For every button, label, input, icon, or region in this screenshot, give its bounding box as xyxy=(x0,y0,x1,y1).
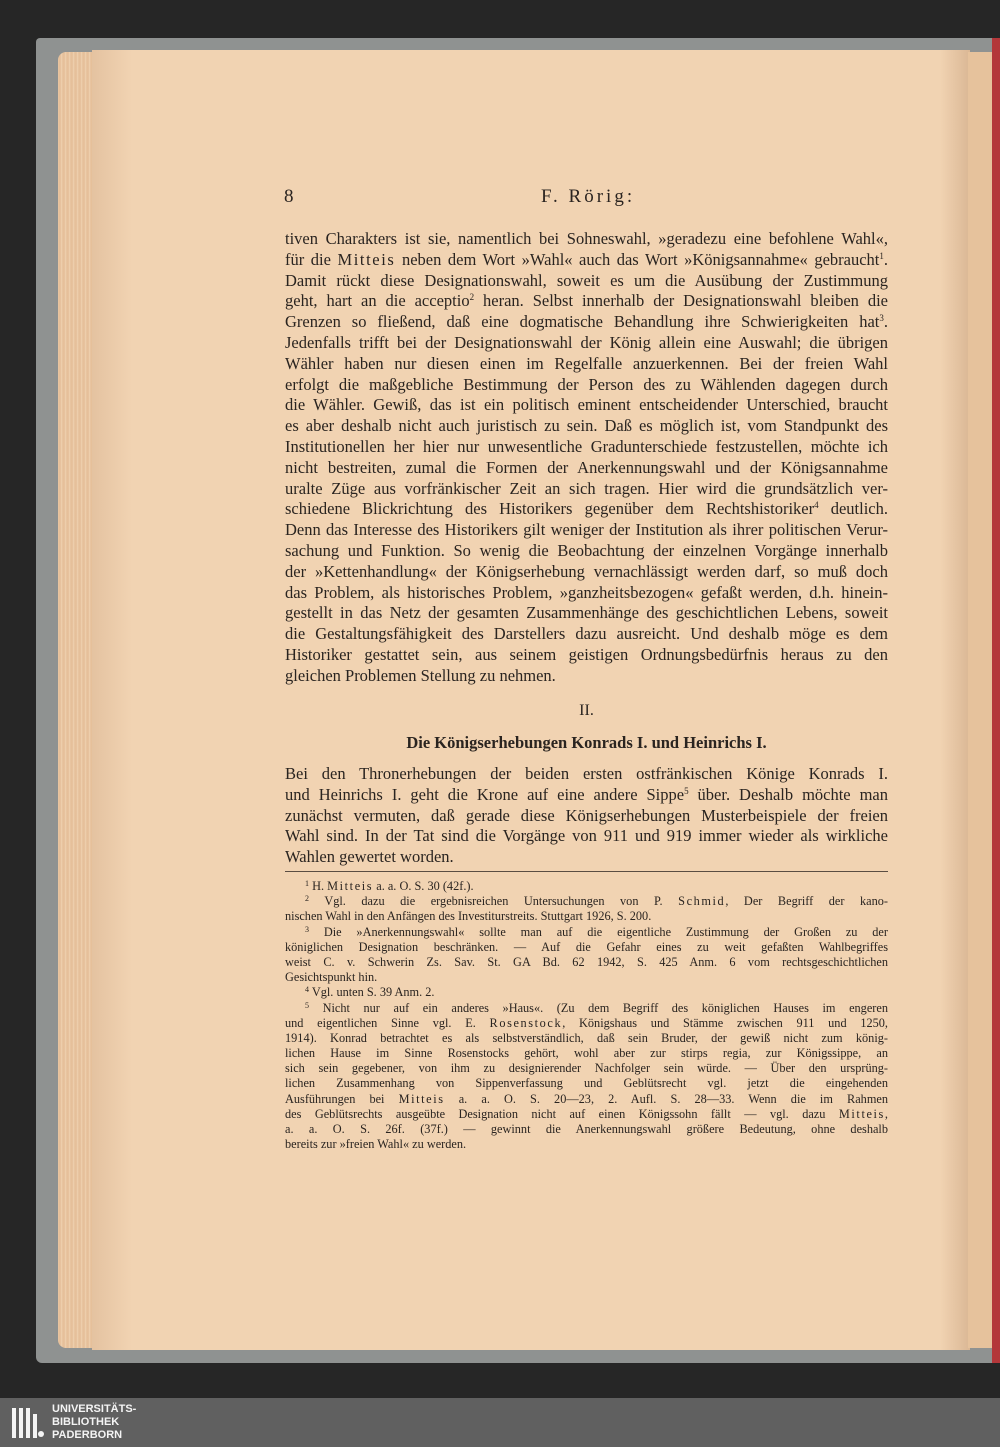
text-line xyxy=(285,250,888,271)
library-name xyxy=(52,1403,136,1442)
text-line xyxy=(285,847,888,868)
text-line xyxy=(285,666,888,687)
spaced-name: Schmid xyxy=(678,894,726,909)
footnote-line xyxy=(285,940,888,955)
text-run: Ausführungen bei xyxy=(285,1091,399,1106)
running-head: F. Rörig: xyxy=(541,186,636,207)
text-run: über. Deshalb möchte man xyxy=(688,784,888,804)
footnote-marker: 3 xyxy=(305,924,309,934)
text-run: Historiker gestattet sein, aus seinem geistigen Ordnungsbedürfnis heraus zu den xyxy=(285,644,888,664)
footnote-line xyxy=(285,970,888,985)
footnote-marker: 2 xyxy=(305,894,309,904)
text-run: es aber deshalb nicht auch juristisch zu sein. Daß es möglich ist, vom Standpunkt des xyxy=(285,416,888,436)
footnote xyxy=(285,879,888,894)
text-run: das Problem, als historisches Problem, »ganzheitsbezogen« gefaßt werden, d.h. hinein- xyxy=(285,582,888,602)
text-line xyxy=(285,354,888,375)
text-run: Nicht nur auf ein anderes »Haus«. (Zu dem Begriff des königlichen Hauses im engeren xyxy=(309,1000,888,1015)
text-run: sich sein gegebener, von ihm zu designierender Nachfolger sein würde. — Über den ursprüng- xyxy=(285,1061,888,1076)
section-title: Die Königserhebungen Konrads I. und Heinrichs I. xyxy=(406,733,767,752)
footnote-line xyxy=(285,1001,888,1016)
paragraph-1 xyxy=(285,229,888,687)
text-run: Vgl. dazu die ergebnisreichen Untersuchungen von P. xyxy=(309,894,679,909)
text-line xyxy=(285,271,888,292)
library-footer xyxy=(0,1398,1000,1447)
text-run: die Wähler. Gewiß, das ist ein politisch eminent entscheidender Unterschied, braucht xyxy=(285,395,888,415)
text-run: tiven Charakters ist sie, namentlich bei Sohneswahl, »geradezu eine befohlene Wahl«, xyxy=(285,229,888,248)
text-line xyxy=(285,312,888,333)
text-run: die Gestaltungsfähigkeit des Darstellers dazu ausreicht. Und deshalb möge es dem xyxy=(285,624,888,644)
text-line xyxy=(285,416,888,437)
footnote-marker: 4 xyxy=(305,985,309,995)
page-number: 8 xyxy=(284,186,294,207)
spaced-name: Mitteis xyxy=(337,249,396,269)
footnote-line xyxy=(285,1031,888,1046)
text-run: deutlich. xyxy=(818,499,888,519)
text-run: und Heinrichs I. geht die Krone auf eine andere Sippe xyxy=(285,784,685,804)
text-run: Vgl. unten S. 39 Anm. 2. xyxy=(309,985,435,1000)
text-run: , Königshaus und Stämme zwischen 911 und 1250, xyxy=(562,1015,888,1030)
footnote-rule xyxy=(285,871,888,872)
text-run: Damit rückt diese Designationswahl, soweit es um die Ausübung der Zustimmung xyxy=(285,270,888,290)
footnote-line xyxy=(285,879,888,894)
text-line xyxy=(285,603,888,624)
text-run: Jedenfalls trifft bei der Designationswahl der König allein eine Auswahl; die übrigen xyxy=(285,332,888,352)
text-line xyxy=(285,583,888,604)
text-run: 1914). Konrad betrachtet es als selbstverständlich, daß sein Bruder, der gewiß nicht zum könig- xyxy=(285,1030,888,1045)
text-run: Bei den Thronerhebungen der beiden ersten ostfränkischen Könige Konrads I. xyxy=(285,764,888,783)
spaced-name: Rosenstock xyxy=(489,1015,563,1030)
library-name-line: PADERBORN xyxy=(52,1429,123,1441)
text-run: Denn das Interesse des Historikers gilt weniger der Institution als ihrer politischen Verur- xyxy=(285,520,888,540)
text-run: lichen Zusammenhang von Sippenverfassung und Geblütsrecht vgl. jetzt die eingehenden xyxy=(285,1076,888,1091)
paragraph-2 xyxy=(285,764,888,868)
footnote-line xyxy=(285,1061,888,1076)
text-run: zunächst vermuten, daß gerade diese Königserhebungen Musterbeispiele der freien xyxy=(285,805,888,825)
footnote-line xyxy=(285,1122,888,1137)
facing-page-edge xyxy=(968,52,992,1348)
footnotes xyxy=(285,879,888,1152)
text-line xyxy=(285,437,888,458)
text-run: H. xyxy=(309,879,328,893)
text-line xyxy=(285,806,888,827)
footnote-marker: 1 xyxy=(305,879,309,888)
text-line xyxy=(285,785,888,806)
text-run: der »Kettenhandlung« der Königserhebung vernachlässigt werden darf, so muß doch xyxy=(285,561,888,581)
spaced-name: Mitteis xyxy=(398,1091,445,1106)
text-run: a. a. O. S. 30 (42f.). xyxy=(373,879,474,893)
text-run: bereits zur »freien Wahl« zu werden. xyxy=(285,1137,467,1152)
text-line xyxy=(285,624,888,645)
text-line xyxy=(285,333,888,354)
footnote-line xyxy=(285,1107,888,1122)
text-run: schiedene Blickrichtung des Historikers gegenüber dem Rechtshistoriker xyxy=(285,499,815,519)
footnote-marker: 3 xyxy=(879,313,884,324)
spaced-name: Mitteis xyxy=(327,879,374,893)
footnote-line xyxy=(285,909,888,924)
footnote-line xyxy=(285,1092,888,1107)
footnote-line xyxy=(285,1046,888,1061)
text-run: gleichen Problemen Stellung zu nehmen. xyxy=(285,665,556,685)
text-run: a. a. O. S. 26f. (37f.) — gewinnt die Anerkennungswahl größere Bedeutung, ohne deshalb xyxy=(285,1122,888,1136)
text-run: Die »Anerkennungswahl« sollte man auf die eigentliche Zustimmung der Großen zu der xyxy=(309,924,888,939)
text-line xyxy=(285,541,888,562)
text-run: Wahl sind. In der Tat sind die Vorgänge von 911 und 919 immer wieder als wirkliche xyxy=(285,826,888,846)
spaced-name: Mitteis xyxy=(838,1106,885,1121)
library-logo-icon xyxy=(10,1406,46,1440)
text-line xyxy=(285,826,888,847)
text-run: , xyxy=(884,1106,888,1121)
footnote-line xyxy=(285,925,888,940)
footnote-line xyxy=(285,1016,888,1031)
footnote xyxy=(285,985,888,1000)
section-number: II. xyxy=(579,702,594,719)
library-name-line: BIBLIOTHEK xyxy=(52,1416,120,1428)
text-line xyxy=(285,229,888,250)
text-run: sachung und Funktion. So wenig die Beobachtung der einzelnen Vorgänge innerhalb xyxy=(285,540,888,560)
text-run: uralte Züge aus vorfränkischer Zeit an sich tragen. Hier wird die grundsätzlich ver- xyxy=(285,478,888,498)
page-stack-edge xyxy=(58,52,94,1348)
text-run: Gesichtspunkt hin. xyxy=(285,970,378,985)
footnote-line xyxy=(285,955,888,970)
text-run: , Der Begriff der kano- xyxy=(725,894,888,909)
footnote xyxy=(285,925,888,986)
text-run: . xyxy=(883,312,888,332)
text-run: und eigentlichen Sinne vgl. E. xyxy=(285,1015,490,1030)
footnote-marker: 1 xyxy=(879,250,884,261)
text-line xyxy=(285,562,888,583)
text-run: für die xyxy=(285,249,338,269)
text-run: gestellt in das Netz der gesamten Zusammenhänge des geschichtlichen Lebens, soweit xyxy=(285,603,888,623)
footnote-marker: 5 xyxy=(684,785,689,796)
library-name-line: UNIVERSITÄTS- xyxy=(52,1403,137,1415)
text-run: . xyxy=(883,249,888,269)
text-run: königlichen Designation beschränken. — Auf die Gefahr eines zu weit gefaßten Wahlbegriffes xyxy=(285,939,888,954)
text-line xyxy=(285,479,888,500)
text-run: Wähler haben nur diesen einen im Regelfalle anzuerkennen. Bei der freien Wahl xyxy=(285,353,888,373)
text-run: nischen Wahl in den Anfängen des Investiturstreits. Stuttgart 1926, S. 200. xyxy=(285,909,652,924)
text-line xyxy=(285,764,888,785)
text-line xyxy=(285,499,888,520)
text-run: des Geblütsrechts ausgeübte Designation nicht auf einen Königssohn fällt — vgl. dazu xyxy=(285,1106,839,1121)
text-run: lichen Hause im Sinne Rosenstocks gehört, wohl aber zur stirps regia, zur Königssippe, an xyxy=(285,1046,888,1061)
footnote-marker: 5 xyxy=(305,1000,309,1010)
text-line xyxy=(285,520,888,541)
text-line xyxy=(285,395,888,416)
text-line xyxy=(285,291,888,312)
footnote-marker: 4 xyxy=(814,500,819,511)
book-cover-edge xyxy=(992,38,1000,1363)
text-run: Institutionellen her hier nur unwesentliche Gradunterschiede festzustellen, möchte ich xyxy=(285,436,888,456)
footnote-line xyxy=(285,894,888,909)
footnote-line xyxy=(285,1076,888,1091)
text-run: erfolgt die maßgebliche Bestimmung der Person des zu Wählenden dagegen durch xyxy=(285,374,888,394)
footnote-marker: 2 xyxy=(469,292,475,303)
text-run: neben dem Wort »Wahl« auch das Wort »Königsannahme« gebraucht xyxy=(395,249,880,269)
text-run: heran. Selbst innerhalb der Designationswahl bleiben die xyxy=(474,291,888,311)
footnote-line xyxy=(285,985,888,1000)
text-run: a. a. O. S. 20—23, 2. Aufl. S. 28—33. Wenn die im Rahmen xyxy=(444,1091,888,1106)
text-run: Wahlen gewertet worden. xyxy=(285,847,454,867)
text-run: weist C. v. Schwerin Zs. Sav. St. GA Bd. 62 1942, S. 425 Anm. 6 vom rechtsgeschichtlichen xyxy=(285,954,888,969)
text-run: geht, hart an die acceptio xyxy=(285,291,470,311)
footnote-line xyxy=(285,1137,888,1152)
text-line xyxy=(285,375,888,396)
footnote xyxy=(285,1001,888,1153)
text-line xyxy=(285,458,888,479)
footnote xyxy=(285,894,888,924)
text-line xyxy=(285,645,888,666)
text-run: Grenzen so fließend, daß eine dogmatische Behandlung ihre Schwierigkeiten hat xyxy=(285,312,880,332)
text-run: nicht bestreiten, zumal die Formen der Anerkennungswahl und der Königsannahme xyxy=(285,457,888,477)
